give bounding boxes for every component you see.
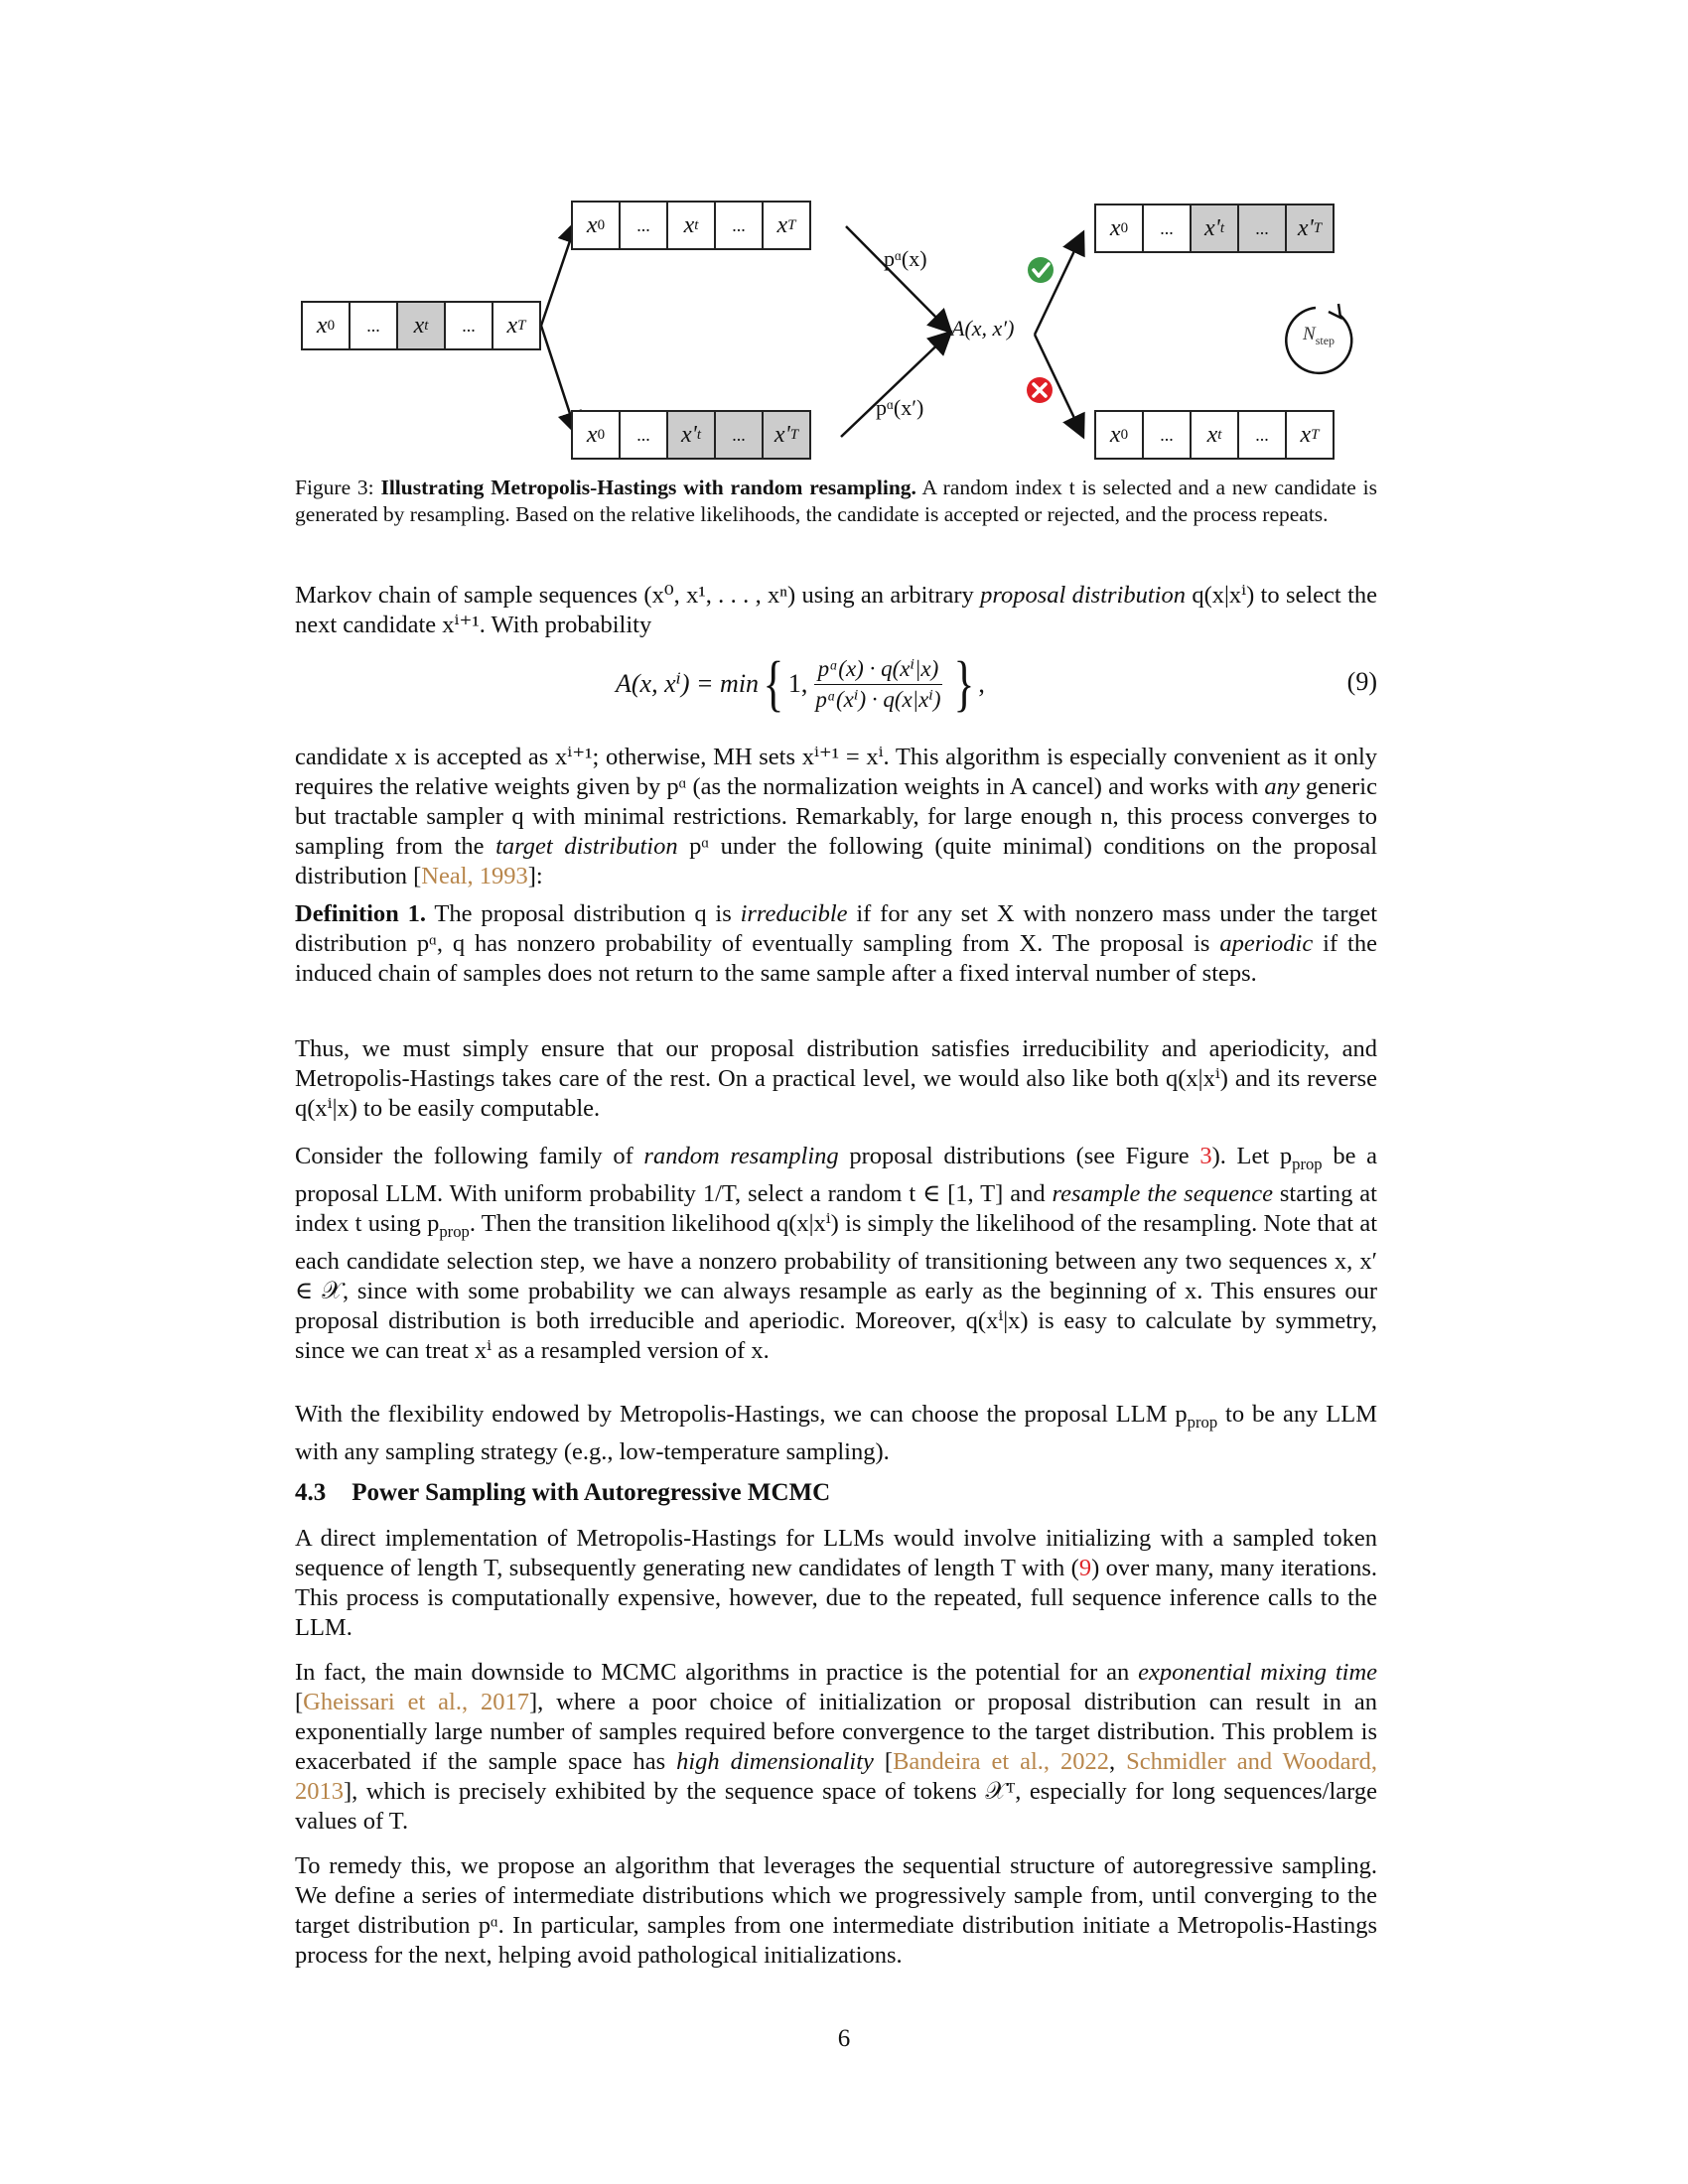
- equation-one: 1,: [787, 669, 808, 698]
- subscript-prop: prop: [439, 1221, 470, 1241]
- cell-ellipsis: ...: [716, 412, 764, 458]
- emphasis-random-resampling: random resampling: [643, 1143, 839, 1169]
- sequence-current: [571, 201, 811, 250]
- cell-xT: x T: [764, 203, 809, 248]
- paragraph-mh-acceptance: [295, 743, 1377, 891]
- cell-xT: x T: [1287, 412, 1333, 458]
- text: In fact, the main downside to MCMC algorithms in practice is the potential for an: [295, 1659, 1139, 1686]
- text: ], which is precisely exhibited by the sequence space of tokens 𝒳ᵀ, especially for long sequences/large values of T.: [295, 1778, 1377, 1835]
- emphasis-high-dimensionality: high dimensionality: [676, 1748, 874, 1775]
- cell-ellipsis: ...: [1144, 412, 1192, 458]
- equation-fraction: [811, 656, 944, 713]
- numerator: pᵅ(x) · q(xⁱ|x): [814, 656, 943, 685]
- text: [: [873, 1748, 894, 1775]
- definition-label: Definition 1.: [295, 900, 427, 927]
- cell-xt: x t: [668, 203, 716, 248]
- label-nstep: $N_{step}$: [1303, 324, 1336, 347]
- text: q(x|xⁱ) to select the next candidate xⁱ⁺¹. With probability: [295, 582, 1377, 638]
- text: candidate x is accepted as xⁱ⁺¹; otherwise, MH sets xⁱ⁺¹ = xⁱ. This algorithm is especially convenient as it only requires the relative weights given by pᵅ (as the normalization weights in A cancel) and works with: [295, 744, 1377, 800]
- emphasis-exponential-mixing-time: exponential mixing time: [1138, 1659, 1378, 1686]
- text: . Then the transition likelihood q(x|xⁱ) is simply the likelihood of the resampling. Note that at each candidate selection step, we have a nonzero probability of transitioning between any two sequences x, x′ ∈ 𝒳, since with some probability we can always resample as early as the beginning of x. This ensures our proposal distribution is both irreducible and aperiodic. Moreover, q(xⁱ|x) is easy to calculate by symmetry, since we can treat xⁱ as a resampled version of x.: [295, 1209, 1377, 1364]
- citation-schmidler-link[interactable]: Schmidler and Woodard, 2013: [295, 1748, 1377, 1805]
- comma: ,: [978, 669, 985, 698]
- emphasis-resample-sequence: resample the sequence: [1052, 1179, 1273, 1207]
- text: ) over many, many iterations. This process is computationally expensive, however, due to the repeated, full sequence inference calls to the LLM.: [295, 1555, 1377, 1641]
- paragraph-random-resampling: [295, 1142, 1377, 1366]
- figure-number: Figure 3:: [295, 476, 374, 499]
- citation-neal-link[interactable]: Neal, 1993: [421, 863, 528, 889]
- cell-ellipsis: ...: [621, 412, 668, 458]
- paragraph-markov-chain: [295, 581, 1377, 640]
- caption-title: Illustrating Metropolis-Hastings with random resampling.: [380, 476, 916, 499]
- section-heading: [295, 1479, 830, 1507]
- emphasis-proposal-distribution: proposal distribution: [980, 582, 1186, 609]
- emphasis-aperiodic: aperiodic: [1219, 930, 1314, 957]
- cell-x0: x 0: [1096, 412, 1144, 458]
- figure-3-link[interactable]: 3: [1199, 1143, 1212, 1169]
- paragraph-remedy: [295, 1851, 1377, 1971]
- equation-9: [295, 645, 1377, 725]
- label-p-alpha-xprime: pᵅ(x′): [876, 395, 924, 420]
- citation-bandeira-link[interactable]: Bandeira et al., 2022: [893, 1748, 1110, 1775]
- text: generic but tractable sampler q with minimal restrictions. Remarkably, for large enough n, this process converges to sampling from the: [295, 773, 1377, 860]
- cell-xT-prime: x' T: [764, 412, 809, 458]
- denominator: pᵅ(xⁱ) · q(x|xⁱ): [815, 686, 941, 712]
- cell-ellipsis: ...: [446, 303, 493, 348]
- text: To remedy this, we propose an algorithm that leverages the sequential structure of autoregressive sampling. We define a series of intermediate distributions which we progressively sample from, until converging to the target distribution pᵅ. In particular, samples from one intermediate distribution initiate a Metropolis-Hastings process for the next, helping avoid pathological initializations.: [295, 1852, 1377, 1969]
- equation-lhs: A(x, xⁱ) = min: [616, 669, 760, 698]
- text: pᵅ under the following (quite minimal) conditions on the proposal distribution [: [295, 833, 1378, 889]
- cell-ellipsis: ...: [1239, 205, 1287, 251]
- paragraph-flexibility: [295, 1400, 1377, 1467]
- cell-x0: x 0: [303, 303, 351, 348]
- figure-3-diagram: [288, 189, 1400, 467]
- subscript-prop: prop: [1292, 1154, 1323, 1173]
- equation-9-link[interactable]: 9: [1078, 1555, 1092, 1581]
- text: [: [295, 1689, 304, 1715]
- text: starting at index t using p: [295, 1179, 1377, 1237]
- label-p-alpha-x: pᵅ(x): [884, 246, 927, 271]
- text: be a proposal LLM. With uniform probability 1/T, select a random t ∈ [1, T] and: [295, 1143, 1377, 1207]
- page-number: 6: [837, 2025, 851, 2052]
- left-brace: {: [763, 650, 784, 718]
- cell-ellipsis: ...: [1239, 412, 1287, 458]
- section-title: Power Sampling with Autoregressive MCMC: [352, 1479, 831, 1506]
- emphasis-irreducible: irreducible: [740, 900, 848, 927]
- cell-xT-prime: x' T: [1287, 205, 1333, 251]
- sequence-rejected: [1094, 410, 1335, 460]
- right-brace: }: [953, 650, 974, 718]
- equation-number: (9): [1346, 667, 1377, 696]
- section-number: 4.3: [295, 1479, 327, 1506]
- text: ). Let p: [1211, 1143, 1293, 1169]
- label-acceptance: A(x, x′): [951, 316, 1015, 341]
- sequence-accepted: [1094, 204, 1335, 253]
- cell-x0: x 0: [573, 412, 621, 458]
- figure-caption: [295, 475, 1377, 528]
- text: Markov chain of sample sequences (x⁰, x¹, . . . , xⁿ) using an arbitrary: [295, 582, 981, 609]
- cell-xT: x T: [493, 303, 539, 348]
- text: The proposal distribution q is: [426, 900, 741, 927]
- cell-xt: x t: [1192, 412, 1239, 458]
- text: Consider the following family of: [295, 1143, 644, 1169]
- text: if for any set X with nonzero mass under the target distribution pᵅ, q has nonzero probability of eventually sampling from X. The proposal is: [295, 900, 1377, 957]
- sequence-initial: [301, 301, 541, 350]
- text: With the flexibility endowed by Metropolis-Hastings, we can choose the proposal LLM p: [295, 1401, 1188, 1428]
- paragraph-direct-implementation: [295, 1524, 1377, 1643]
- cell-xt: x t: [398, 303, 446, 348]
- cell-ellipsis: ...: [351, 303, 398, 348]
- subscript-prop: prop: [1187, 1412, 1218, 1432]
- text: if the induced chain of samples does not return to the same sample after a fixed interval number of steps.: [295, 930, 1377, 987]
- definition-1: [295, 899, 1377, 989]
- cell-x0: x 0: [573, 203, 621, 248]
- paragraph-mixing-time: In fact, the main downside to MCMC algorithms in practice is the potential for an exponential mixing time [Gheissari et al., 2017], where a poor choice of initialization or proposal distribution can result in an exponentially large number of samples required before convergence to the target distribution. This problem is exacerbated if the sample space has high dimensionality [Bandeira et al., 2022, Schmidler and Woodard, 2013], which is precisely exhibited by the sequence space of tokens 𝒳ᵀ, especially for long sequences/large values of T.: [295, 1659, 1378, 1835]
- cell-ellipsis: ...: [621, 203, 668, 248]
- paragraph-irreducibility: [295, 1034, 1377, 1124]
- caption-text: A random index t is selected and a new candidate is generated by resampling. Based on the relative likelihoods, the candidate is accepted or rejected, and the process repeats.: [295, 476, 1377, 526]
- text: ]:: [527, 863, 543, 889]
- x-circle-icon: [1027, 377, 1053, 403]
- text: Thus, we must simply ensure that our proposal distribution satisfies irreducibility and aperiodicity, and Metropolis-Hastings takes care of the rest. On a practical level, we would also like both q(x|xⁱ) and its reverse q(xⁱ|x) to be easily computable.: [295, 1035, 1377, 1122]
- sequence-candidate: [571, 410, 811, 460]
- citation-gheissari-link[interactable]: Gheissari et al., 2017: [303, 1689, 529, 1715]
- text: proposal distributions (see Figure: [838, 1143, 1200, 1169]
- text: ], where a poor choice of initialization or proposal distribution can result in an exponentially large number of samples required before convergence to the target distribution. This problem is exacerbated if the sample space has: [295, 1689, 1377, 1775]
- check-circle-icon: [1028, 257, 1054, 283]
- text: to be any LLM with any sampling strategy (e.g., low-temperature sampling).: [295, 1401, 1377, 1465]
- cell-ellipsis: ...: [716, 203, 764, 248]
- emphasis-target-distribution: target distribution: [495, 833, 678, 860]
- cell-xt-prime: x' t: [668, 412, 716, 458]
- cell-ellipsis: ...: [1144, 205, 1192, 251]
- cell-x0: x 0: [1096, 205, 1144, 251]
- equation-expression: [616, 650, 985, 718]
- emphasis-any: any: [1264, 773, 1300, 800]
- cell-xt-prime: x' t: [1192, 205, 1239, 251]
- text: A direct implementation of Metropolis-Hastings for LLMs would involve initializing with a sampled token sequence of length T, subsequently generating new candidates of length T with (: [295, 1525, 1377, 1581]
